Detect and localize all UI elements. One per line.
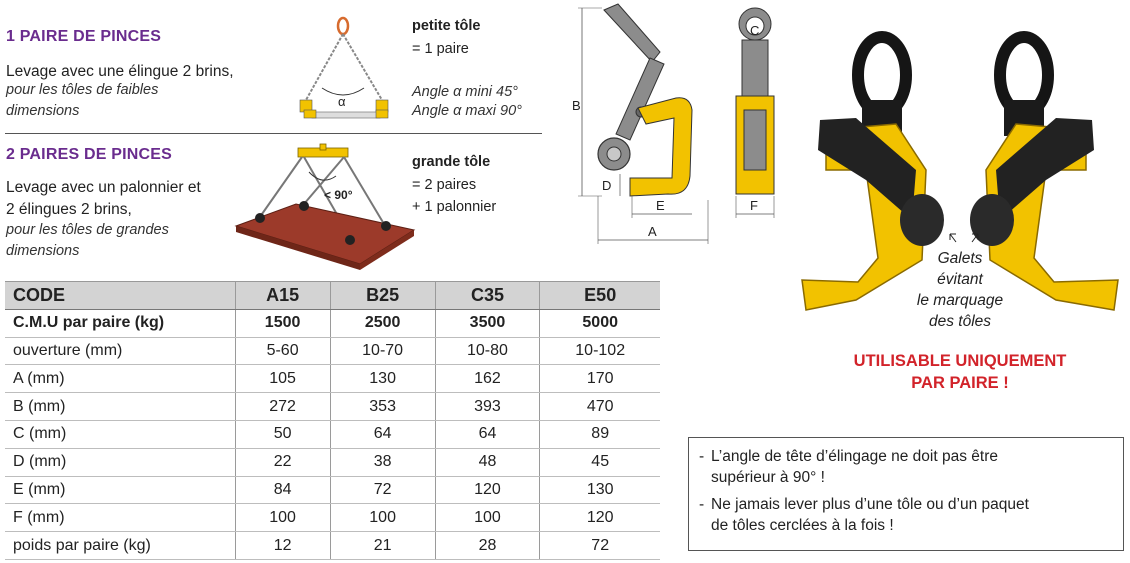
warning-line2: PAR PAIRE ! xyxy=(911,374,1009,392)
spec-table xyxy=(5,281,660,560)
cell: 3500 xyxy=(435,309,540,337)
cell: 162 xyxy=(435,365,540,393)
row-label: F (mm) xyxy=(5,504,235,532)
warning-line1: UTILISABLE UNIQUEMENT xyxy=(853,352,1067,370)
cell: 105 xyxy=(235,365,330,393)
table-header-row xyxy=(5,282,660,310)
cell: 89 xyxy=(540,420,660,448)
cell: 120 xyxy=(540,504,660,532)
row-label: C.M.U par paire (kg) xyxy=(5,309,235,337)
single-sling-diagram xyxy=(290,14,400,129)
table-row xyxy=(5,504,660,532)
cell: 48 xyxy=(435,448,540,476)
cell: 84 xyxy=(235,476,330,504)
cell: 64 xyxy=(435,420,540,448)
cell: 38 xyxy=(330,448,435,476)
cell: 130 xyxy=(540,476,660,504)
section2-line1: Levage avec un palonnier et xyxy=(6,179,201,196)
angle-90-label: < 90° xyxy=(324,188,353,202)
cell: 2500 xyxy=(330,309,435,337)
cell: 120 xyxy=(435,476,540,504)
table-row xyxy=(5,309,660,337)
row-label: A (mm) xyxy=(5,365,235,393)
section2-line2: 2 élingues 2 brins, xyxy=(6,201,132,218)
spreader-beam-diagram xyxy=(232,142,417,272)
header-a15: A15 xyxy=(235,282,330,310)
section1-title: 1 PAIRE DE PINCES xyxy=(6,28,162,45)
dim-label-E: E xyxy=(656,198,665,213)
cell: 12 xyxy=(235,532,330,560)
cell: 100 xyxy=(235,504,330,532)
section-divider xyxy=(5,133,542,134)
dim-label-C: C xyxy=(750,23,760,38)
alpha-label: α xyxy=(338,94,346,109)
dim-label-F: F xyxy=(750,198,758,213)
section1-line3: dimensions xyxy=(6,103,80,119)
cell: 21 xyxy=(330,532,435,560)
cell: 130 xyxy=(330,365,435,393)
header-c35: C35 xyxy=(435,282,540,310)
section2-right-line1: = 2 paires xyxy=(412,177,477,193)
note1-line1: L’angle de tête d’élingage ne doit pas être xyxy=(711,448,998,465)
dim-label-B: B xyxy=(572,98,581,113)
cell: 64 xyxy=(330,420,435,448)
row-label: ouverture (mm) xyxy=(5,337,235,365)
section2-line4: dimensions xyxy=(6,243,80,259)
angle-min: Angle α mini 45° xyxy=(412,84,518,100)
table-row xyxy=(5,448,660,476)
dim-label-D: D xyxy=(602,178,612,193)
note1-line2: supérieur à 90° ! xyxy=(711,469,825,486)
section2-line3: pour les tôles de grandes xyxy=(6,222,169,238)
angle-max: Angle α maxi 90° xyxy=(412,103,522,119)
galets-line1: Galets xyxy=(937,250,983,267)
table-row xyxy=(5,393,660,421)
galets-caption xyxy=(890,248,1030,332)
header-b25: B25 xyxy=(330,282,435,310)
section2-right-line2: + 1 palonnier xyxy=(412,199,497,215)
section2-title: 2 PAIRES DE PINCES xyxy=(6,146,173,163)
table-row xyxy=(5,420,660,448)
row-label: D (mm) xyxy=(5,448,235,476)
section1-right-line: = 1 paire xyxy=(412,41,469,57)
cell: 10-102 xyxy=(540,337,660,365)
header-e50: E50 xyxy=(540,282,660,310)
section2-right-title: grande tôle xyxy=(412,154,491,170)
note-dash: - xyxy=(699,448,705,465)
cell: 72 xyxy=(540,532,660,560)
note-item xyxy=(699,494,1111,536)
header-code: CODE xyxy=(5,282,235,310)
cell: 170 xyxy=(540,365,660,393)
cell: 5-60 xyxy=(235,337,330,365)
galets-line4: des tôles xyxy=(928,313,992,330)
cell: 22 xyxy=(235,448,330,476)
note-dash: - xyxy=(699,496,705,513)
cell: 100 xyxy=(435,504,540,532)
cell: 10-70 xyxy=(330,337,435,365)
cell: 10-80 xyxy=(435,337,540,365)
section1-line1: Levage avec une élingue 2 brins, xyxy=(6,63,234,80)
cell: 393 xyxy=(435,393,540,421)
cell: 353 xyxy=(330,393,435,421)
pair-only-warning xyxy=(820,350,1100,394)
safety-notes-box xyxy=(688,437,1124,551)
cell: 45 xyxy=(540,448,660,476)
cell: 100 xyxy=(330,504,435,532)
galets-line3: le marquage xyxy=(916,292,1004,309)
cell: 272 xyxy=(235,393,330,421)
row-label: E (mm) xyxy=(5,476,235,504)
table-row xyxy=(5,532,660,560)
note-item xyxy=(699,446,1111,488)
row-label: C (mm) xyxy=(5,420,235,448)
table-row xyxy=(5,365,660,393)
section1-line2: pour les tôles de faibles xyxy=(6,82,159,98)
cell: 72 xyxy=(330,476,435,504)
row-label: poids par paire (kg) xyxy=(5,532,235,560)
table-row xyxy=(5,337,660,365)
cell: 28 xyxy=(435,532,540,560)
galets-line2: évitant xyxy=(937,271,983,288)
table-row xyxy=(5,476,660,504)
cell: 470 xyxy=(540,393,660,421)
cell: 5000 xyxy=(540,309,660,337)
cell: 1500 xyxy=(235,309,330,337)
dim-label-A: A xyxy=(648,224,657,239)
note2-line1: Ne jamais lever plus d’une tôle ou d’un paquet xyxy=(711,496,1029,513)
row-label: B (mm) xyxy=(5,393,235,421)
section1-right-title: petite tôle xyxy=(412,18,481,34)
note2-line2: de tôles cerclées à la fois ! xyxy=(711,517,894,534)
clamp-technical-drawing xyxy=(568,0,808,255)
cell: 50 xyxy=(235,420,330,448)
